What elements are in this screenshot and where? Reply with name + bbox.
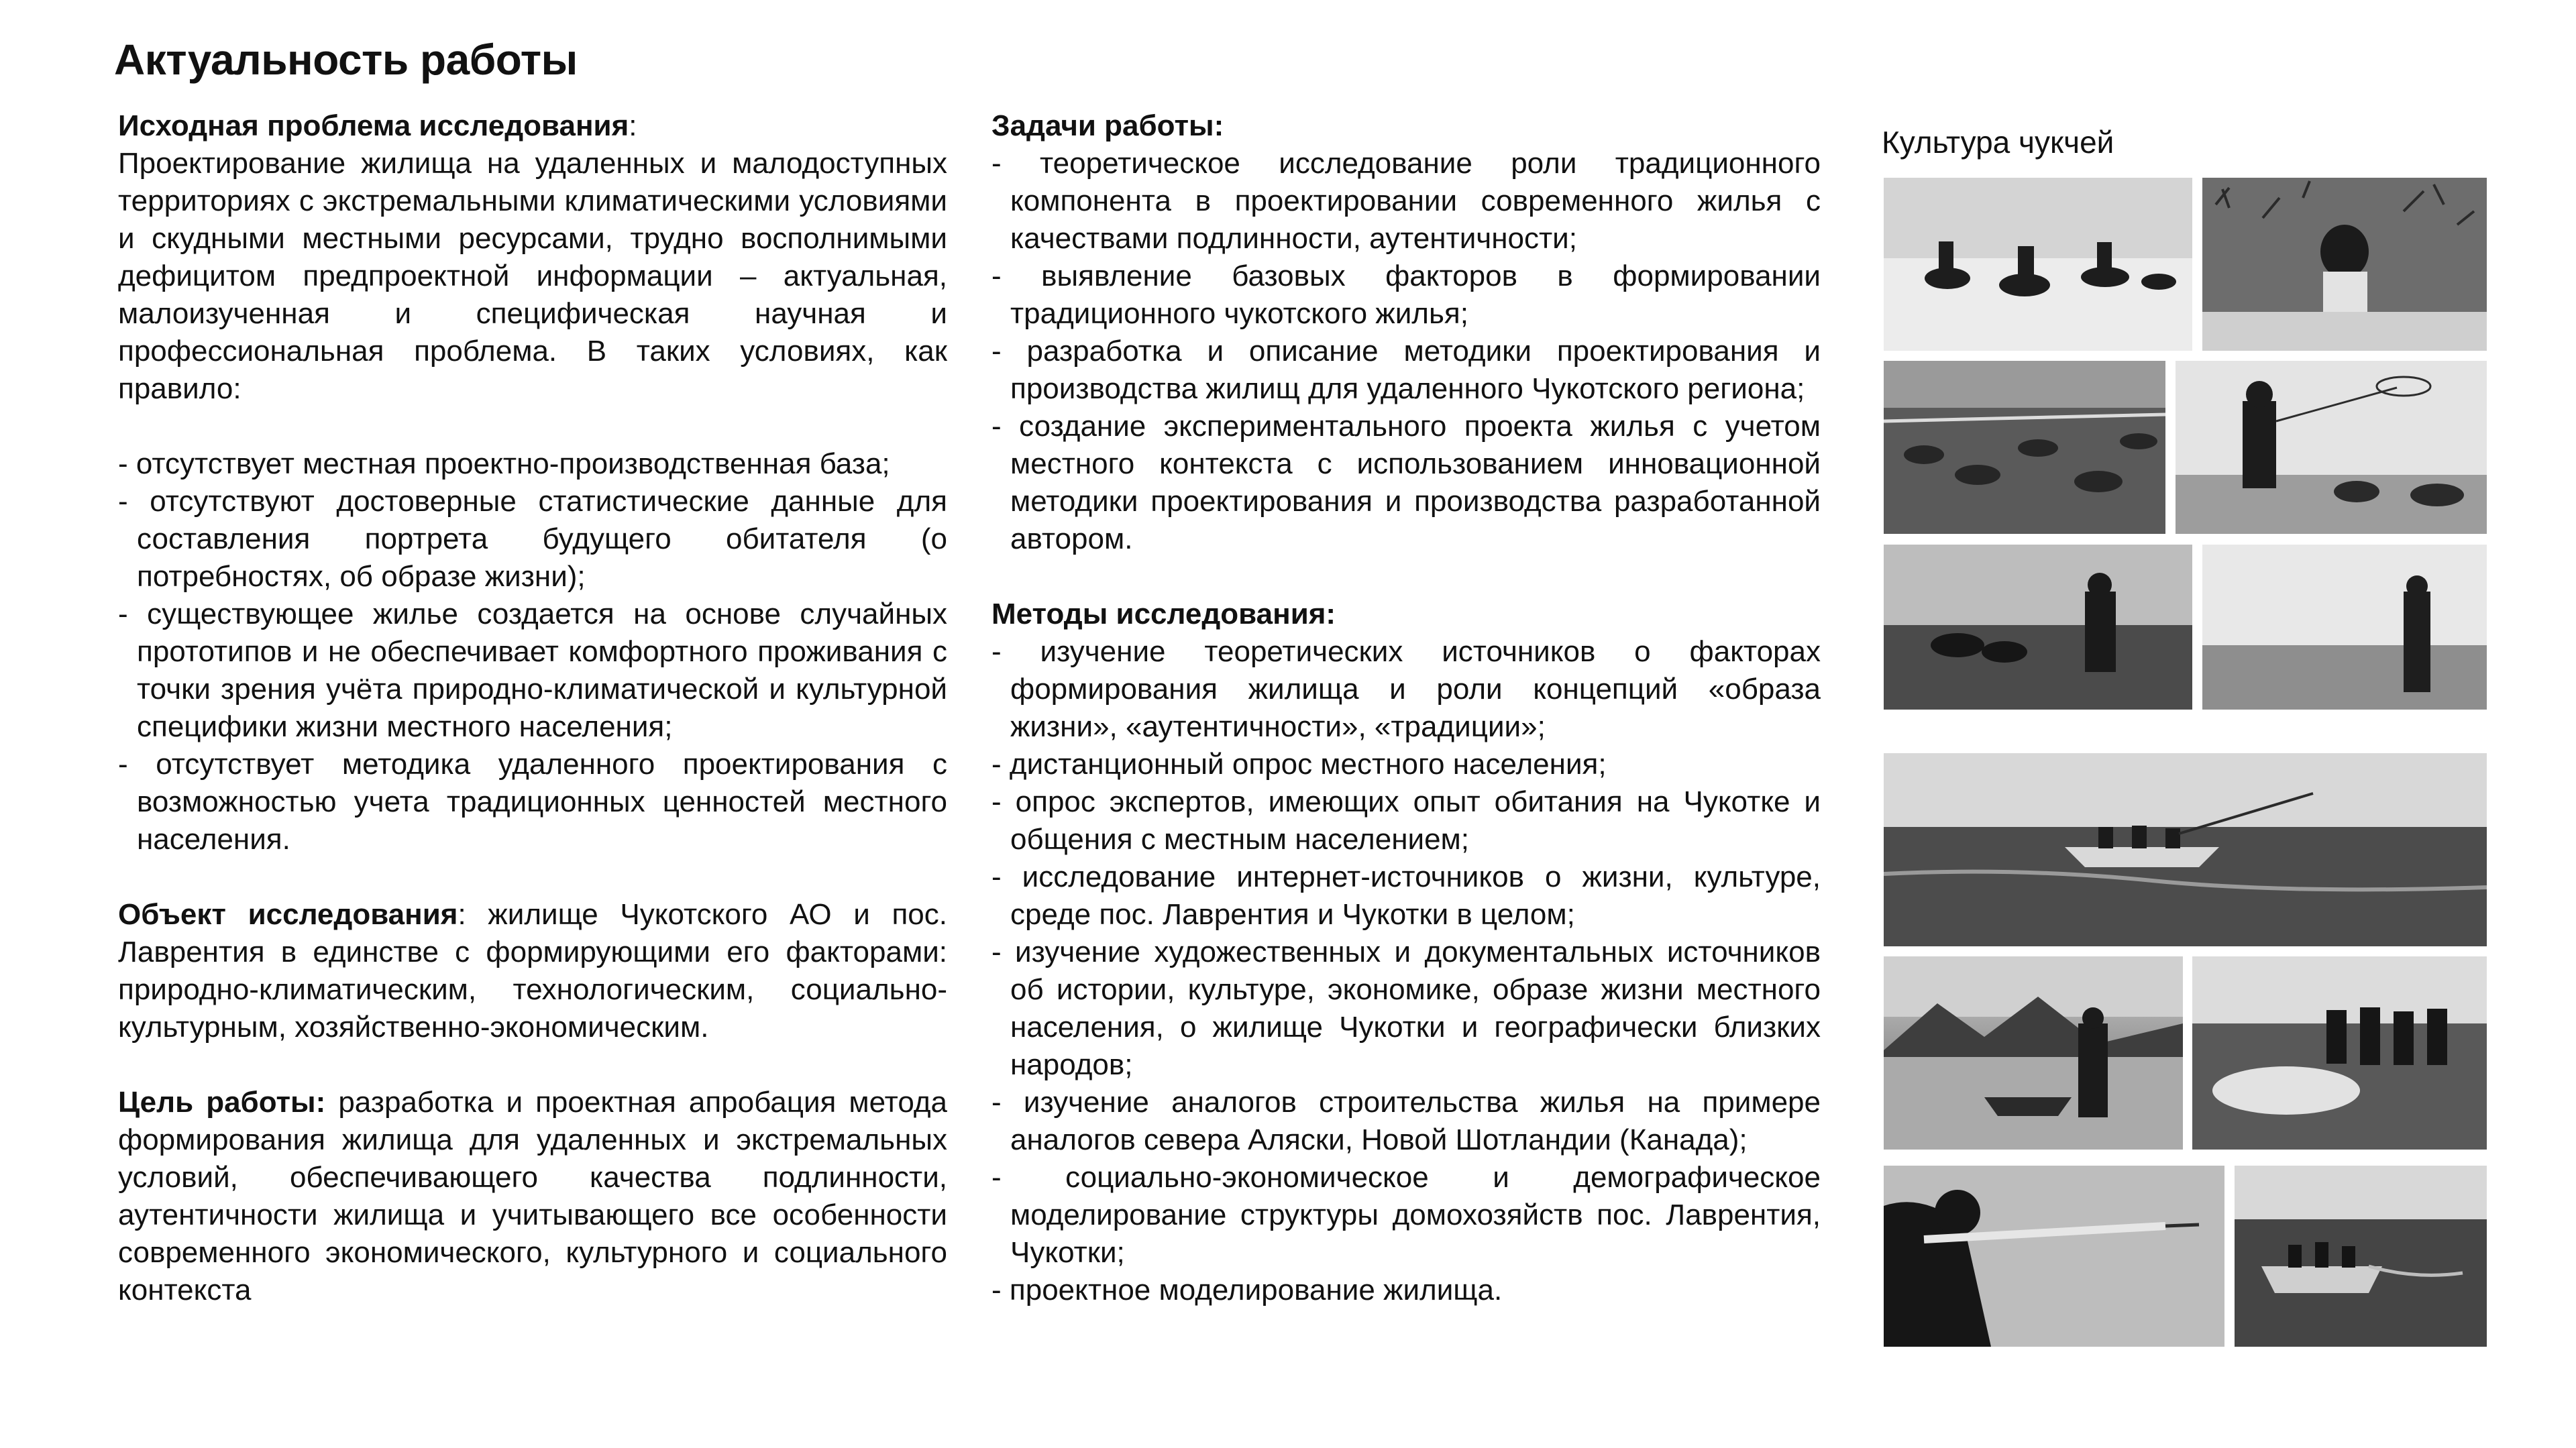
list-item: - опрос экспертов, имеющих опыт обитания на Чукотке и общения с местным населением; bbox=[991, 783, 1821, 858]
research-goal-paragraph bbox=[118, 1084, 947, 1309]
list-item: - исследование интернет-источников о жизни, культуре, среде пос. Лаврентия и Чукотки в целом; bbox=[991, 858, 1821, 934]
methods-list bbox=[991, 633, 1821, 1309]
middle-column bbox=[991, 107, 1821, 1347]
list-item: - дистанционный опрос местного населения; bbox=[991, 746, 1821, 783]
list-item: - выявление базовых факторов в формировании традиционного чукотского жилья; bbox=[991, 258, 1821, 333]
research-goal-text: разработка и проектная апробация метода формирования жилища для удаленных и экстремальных условий, обеспечивающего качества подлинности, аутентичности жилища и учитывающего все особенности современного экономического, культурного и социального контекста bbox=[118, 1086, 947, 1306]
photo-hauling-walrus bbox=[2192, 956, 2487, 1150]
list-item: - отсутствует местная проектно-производственная база; bbox=[118, 445, 947, 483]
photo-reindeer-herd-woman bbox=[2202, 178, 2487, 351]
research-problem-list bbox=[118, 445, 947, 858]
research-goal-label: Цель работы: bbox=[118, 1086, 326, 1119]
research-object-section bbox=[118, 896, 947, 1046]
photo-harpooner-closeup bbox=[1884, 1166, 2224, 1347]
tasks-list bbox=[991, 145, 1821, 558]
list-item: - социально-экономическое и демографическое моделирование структуры домохозяйств пос. Лаврентия, Чукотки; bbox=[991, 1159, 1821, 1272]
research-problem-intro bbox=[118, 107, 947, 408]
page-title: Актуальность работы bbox=[114, 36, 578, 84]
left-column bbox=[118, 107, 947, 1347]
research-object-text: : жилище Чукотского АО и пос. Лаврентия в единстве с формирующими его факторами: природно-климатическим, технологическим, социально-культурным, хозяйственно-экономическим. bbox=[118, 898, 947, 1044]
list-item: - создание экспериментального проекта жилья с учетом местного контекста с использованием инновационной методики проектирования и производства разработанной автором. bbox=[991, 408, 1821, 558]
methods-label: Методы исследования: bbox=[991, 598, 1336, 630]
list-item: - существующее жилье создается на основе случайных прототипов и не обеспечивает комфортного проживания с точки зрения учёта природно-климатической и культурной специфики жизни местного населения; bbox=[118, 596, 947, 746]
research-goal-section bbox=[118, 1084, 947, 1309]
list-item: - изучение художественных и документальных источников об истории, культуре, экономике, образе жизни местного населения, о жилище Чукотки и географически близких народов; bbox=[991, 934, 1821, 1084]
research-problem-colon: : bbox=[629, 109, 637, 142]
list-item: - разработка и описание методики проектирования и производства жилищ для удаленного Чукотского региона; bbox=[991, 333, 1821, 408]
photo-tundra-figure bbox=[2202, 545, 2487, 710]
list-item: - проектное моделирование жилища. bbox=[991, 1272, 1821, 1309]
methods-section bbox=[991, 596, 1821, 1309]
list-item: - отсутствуют достоверные статистические данные для составления портрета будущего обитателя (о потребностях, об образе жизни); bbox=[118, 483, 947, 596]
research-problem-section bbox=[118, 107, 947, 858]
photo-lasso-herder bbox=[2176, 361, 2487, 534]
photo-reindeer-sled bbox=[1884, 545, 2192, 710]
list-item: - отсутствует методика удаленного проектирования с возможностью учета традиционных ценностей местного населения. bbox=[118, 746, 947, 858]
research-problem-text: Проектирование жилища на удаленных и малодоступных территориях с экстремальными климатическими условиями и скудными местными ресурсами, трудно восполнимыми дефицитом предпроектной информации – актуальная, малоизученная и специфическая научная и профессиональная проблема. В таких условиях, как правило: bbox=[118, 147, 947, 405]
tasks-label: Задачи работы: bbox=[991, 109, 1224, 142]
research-object-label: Объект исследования bbox=[118, 898, 458, 931]
tasks-section bbox=[991, 107, 1821, 558]
photo-mountains-boat bbox=[1884, 956, 2183, 1150]
photo-boat-hunters-sea bbox=[1884, 753, 2487, 946]
photo-corral-reindeer bbox=[1884, 361, 2165, 534]
list-item: - теоретическое исследование роли традиционного компонента в проектировании современного жилья с качествами подлинности, аутентичности; bbox=[991, 145, 1821, 258]
list-item: - изучение теоретических источников о факторах формирования жилища и роли концепций «образа жизни», «аутентичности», «традиции»; bbox=[991, 633, 1821, 746]
photo-motorboat-hunters bbox=[2235, 1166, 2487, 1347]
photo-reindeer-riders bbox=[1884, 178, 2192, 351]
research-object-paragraph bbox=[118, 896, 947, 1046]
list-item: - изучение аналогов строительства жилья на примере аналогов севера Аляски, Новой Шотландии (Канада); bbox=[991, 1084, 1821, 1159]
gallery-caption: Культура чукчей bbox=[1882, 125, 2114, 160]
research-problem-label: Исходная проблема исследования bbox=[118, 109, 629, 142]
